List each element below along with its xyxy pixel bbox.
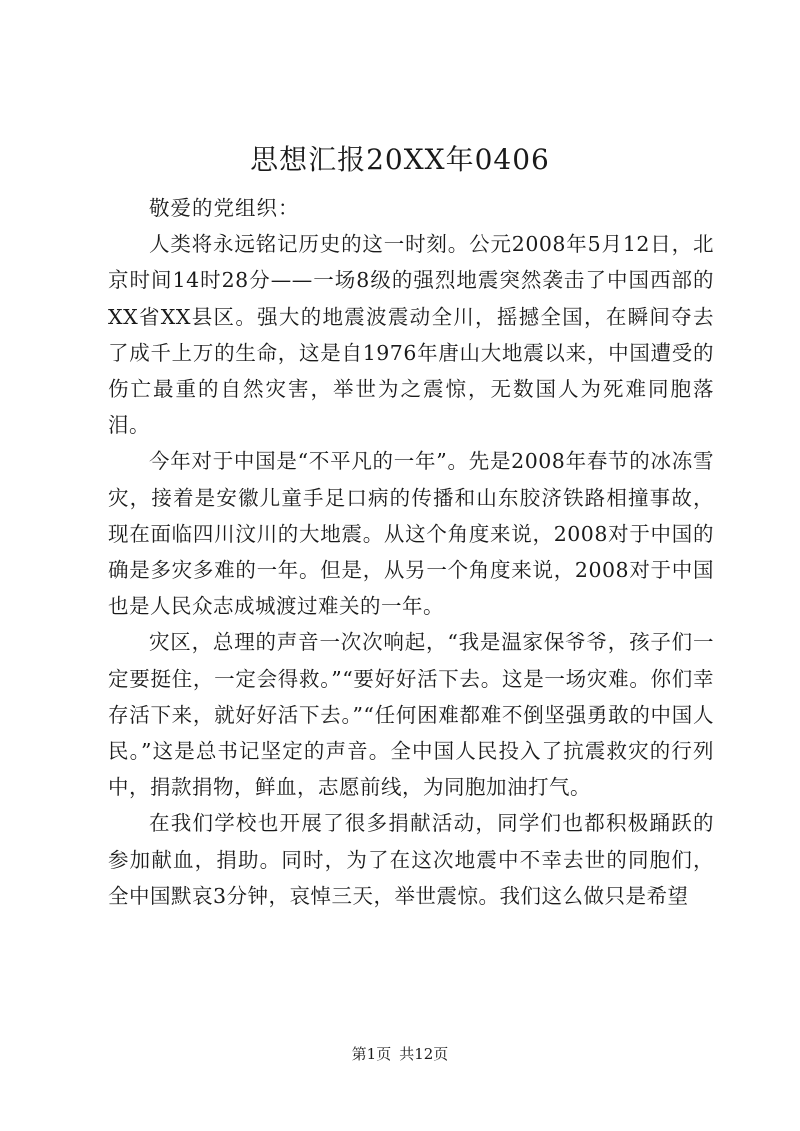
document-body [108, 190, 714, 914]
page-footer [0, 1044, 800, 1064]
paragraph: 人类将永远铭记历史的这一时刻。公元2008年5月12日，北京时间14时28分——一场8级的强烈地震突然袭击了中国西部的XX省XX县区。强大的地震波震动全川，摇撼全国，在瞬间夺去了成千上万的生命，这是自1976年唐山大地震以来，中国遭受的伤亡最重的自然灾害，举世为之震惊，无数国人为死难同胞落泪。 [108, 232, 714, 438]
paragraph: 在我们学校也开展了很多捐献活动，同学们也都积极踊跃的参加献血，捐助。同时，为了在这次地震中不幸去世的同胞们，全中国默哀3分钟，哀悼三天，举世震惊。我们这么做只是希望 [108, 811, 714, 908]
document-title: 思想汇报20XX年0406 [250, 143, 550, 176]
paragraph: 今年对于中国是“不平凡的一年”。先是2008年春节的冰冻雪灾，接着是安徽儿童手足口病的传播和山东胶济铁路相撞事故，现在面临四川汶川的大地震。从这个角度来说，2008对于中国的确是多灾多难的一年。但是，从另一个角度来说，2008对于中国也是人民众志成城渡过难关的一年。 [108, 449, 714, 619]
page-number: 第1页 [351, 1045, 392, 1063]
salutation: 敬爱的党组织： [149, 196, 300, 220]
total-pages: 共12页 [399, 1045, 449, 1063]
paragraph: 灾区，总理的声音一次次响起，“我是温家保爷爷，孩子们一定要挺住，一定会得救。”“要好好活下去。这是一场灾难。你们幸存活下来，就好好活下去。”“任何困难都难不倒坚强勇敢的中国人民。”这是总书记坚定的声音。全中国人民投入了抗震救灾的行列中，捐款捐物，鲜血，志愿前线，为同胞加油打气。 [108, 630, 714, 800]
